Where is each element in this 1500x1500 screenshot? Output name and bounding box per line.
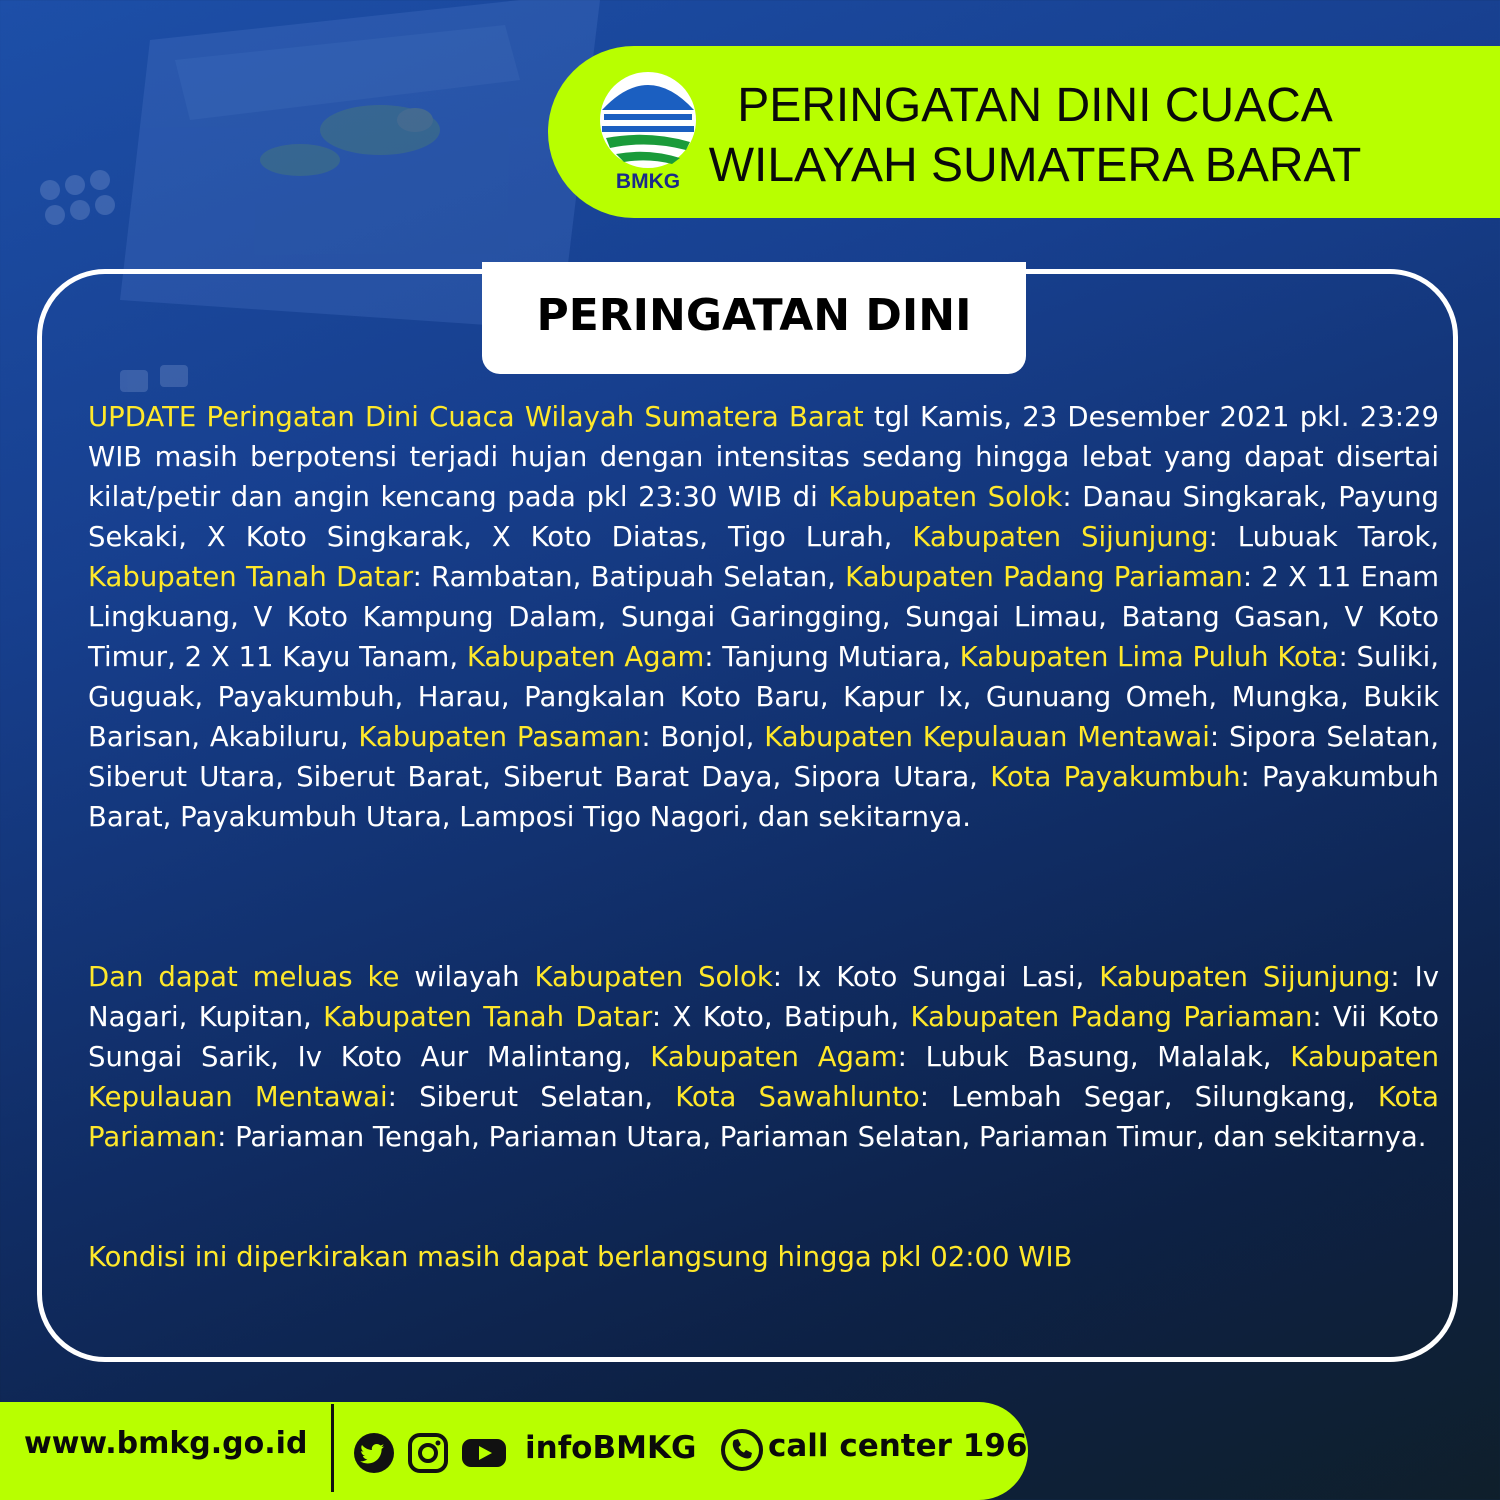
warning-paragraph-1 [88,397,1439,837]
title-line-2: WILAYAH SUMATERA BARAT [708,139,1362,192]
region-highlight: Kabupaten Agam [650,1041,898,1073]
card-title: PERINGATAN DINI [482,262,1026,374]
warning-text-segment: : Sipora Selatan, Siberut Utara, Siberut Barat, Siberut Barat Daya, Sipora Utara, [88,721,1439,793]
call-center-number[interactable]: call center 196 [768,1428,1028,1464]
region-highlight: Kabupaten Tanah Datar [88,561,413,593]
region-highlight: Kondisi ini diperkirakan masih dapat berlangsung hingga pkl 02:00 WIB [88,1241,1073,1273]
warning-paragraph-2 [88,957,1439,1157]
warning-text-segment: tgl Kamis, 23 Desember 2021 pkl. 23:29 WIB masih berpotensi terjadi hujan dengan intensitas sedang hingga lebat yang dapat disertai kilat/petir dan angin kencang pada pkl 23:30 WIB di [88,401,1439,513]
warning-text-segment: : Suliki, Guguak, Payakumbuh, Harau, Pangkalan Koto Baru, Kapur Ix, Gunuang Omeh, Mungka, Bukik Barisan, Akabiluru, [88,641,1439,753]
warning-text-segment: : X Koto, Batipuh, [651,1001,911,1033]
region-highlight: Kabupaten Solok [828,481,1063,513]
warning-text-segment: : Lembah Segar, Silungkang, [919,1081,1378,1113]
logo-text: BMKG [615,170,681,192]
region-highlight: Kabupaten Kepulauan Mentawai [764,721,1210,753]
region-highlight: Kabupaten Kepulauan Mentawai [88,1041,1440,1113]
twitter-icon[interactable] [352,1431,396,1475]
bmkg-logo-icon [598,70,698,192]
region-highlight: Kabupaten Padang Pariaman [845,561,1243,593]
warning-text-segment: : Iv Nagari, Kupitan, [88,961,1439,1033]
warning-text-segment: : Pariaman Tengah, Pariaman Utara, Pariaman Selatan, Pariaman Timur, dan sekitarnya. [217,1121,1427,1153]
region-highlight: Kabupaten Agam [466,641,705,673]
warning-text-segment: : Payakumbuh Barat, Payakumbuh Utara, Lamposi Tigo Nagori, dan sekitarnya. [88,761,1439,833]
instagram-icon[interactable] [406,1431,450,1475]
warning-text-segment: : Ix Koto Sungai Lasi, [772,961,1100,993]
region-highlight: Dan dapat meluas ke [88,961,400,993]
warning-text-segment: : Lubuk Basung, Malalak, [897,1041,1291,1073]
title-line-1: PERINGATAN DINI CUACA [737,79,1333,132]
region-highlight: Kabupaten Lima Puluh Kota [959,641,1339,673]
warning-text-segment: : Siberut Selatan, [387,1081,676,1113]
youtube-icon[interactable] [460,1431,508,1475]
page-title [705,76,1365,196]
warning-text-segment: : Vii Koto Sungai Sarik, Iv Koto Aur Malintang, [88,1001,1439,1073]
region-highlight: Kabupaten Padang Pariaman [910,1001,1313,1033]
warning-text-segment: wilayah [399,961,535,993]
warning-text-segment: : Lubuak Tarok, [1208,521,1439,553]
region-highlight: UPDATE Peringatan Dini Cuaca Wilayah Sumatera Barat [88,401,864,433]
warning-text-segment: : Danau Singkarak, Payung Sekaki, X Koto Singkarak, X Koto Diatas, Tigo Lurah, [88,481,1439,553]
warning-text-segment: : Bonjol, [641,721,765,753]
region-highlight: Kota Pariaman [88,1081,1439,1153]
region-highlight: Kota Sawahlunto [675,1081,920,1113]
warning-text-segment: : 2 X 11 Enam Lingkuang, V Koto Kampung Dalam, Sungai Garingging, Sungai Limau, Batang Gasan, V Koto Timur, 2 X 11 Kayu Tanam, [88,561,1439,673]
footer-divider [331,1404,334,1492]
social-handle[interactable]: infoBMKG [525,1430,697,1466]
region-highlight: Kabupaten Solok [534,961,773,993]
region-highlight: Kota Payakumbuh [990,761,1241,793]
region-highlight: Kabupaten Sijunjung [1099,961,1391,993]
region-highlight: Kabupaten Pasaman [358,721,642,753]
warning-text-segment: : Rambatan, Batipuah Selatan, [412,561,846,593]
warning-text-segment: : Tanjung Mutiara, [704,641,960,673]
region-highlight: Kabupaten Sijunjung [912,521,1209,553]
website-link[interactable]: www.bmkg.go.id [24,1426,308,1461]
phone-icon [720,1428,764,1472]
warning-paragraph-3 [88,1237,1439,1277]
region-highlight: Kabupaten Tanah Datar [323,1001,652,1033]
